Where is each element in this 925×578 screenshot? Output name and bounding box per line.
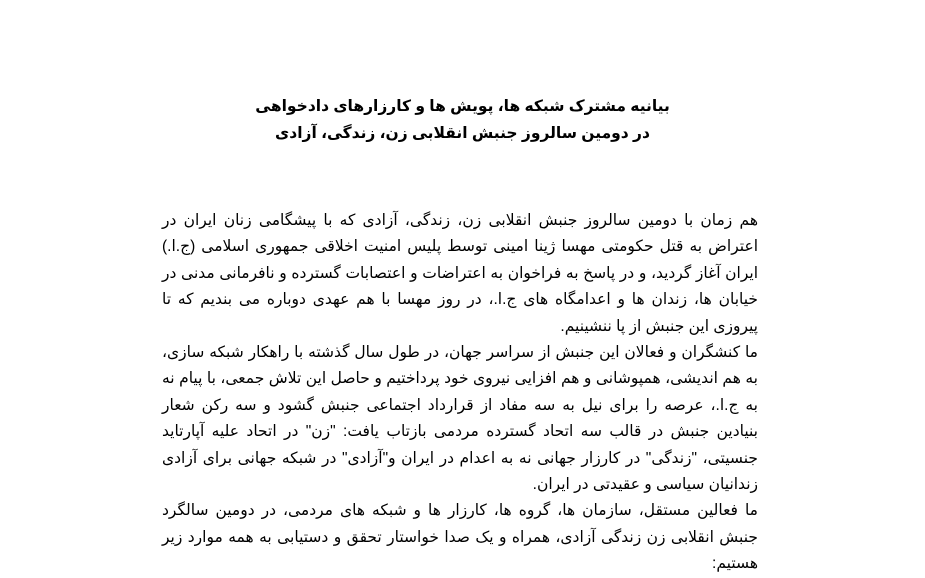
paragraph-2: ما کنشگران و فعالان این جنبش از سراسر جهان، در طول سال گذشته با راهکار شبکه سازی، به هم اندیشی، همپوشانی و هم افزایی نیروی خود پرداختیم و حاصل این تلاش جمعی، با پیام نه به ج.ا.، عرصه را برای نیل به سه مفاد از قرارداد اجتماعی جنبش گشود و سه رکن شعار بنیادین جنبش در قالب سه اتحاد گسترده مردمی بازتاب یافت: "زن" در اتحاد علیه آپارتاید جنسیتی، "زندگی" در کارزار جهانی نه به اعدام در ایران و"آزادی" در شبکه جهانی برای آزادی زندانیان سیاسی و عقیدتی در ایران. [162,344,758,494]
document-body [162,208,758,578]
paragraph-1: هم زمان با دومین سالروز جنبش انقلابی زن، زندگی، آزادی که با پیشگامی زنان ایران در اعتراض به قتل حکومتی مهسا ژینا امینی توسط پلیس امنیت اخلاقی جمهوری اسلامی (ج.ا.) ایران آغاز گردید، و در پاسخ به فراخوان به اعتراضات و اعتصابات گسترده و نافرمانی مدنی در خیابان ها، زندان ها و اعدامگاه های ج.ا.، در روز مهسا با هم عهدی دوباره می بندیم که تا پیروزی این جنبش از پا ننشینیم. [162,212,758,335]
paragraph-3: ما فعالین مستقل، سازمان ها، گروه ها، کارزار ها و شبکه های مردمی، در دومین سالگرد جنبش انقلابی زن زندگی آزادی، همراه و یک صدا خواستار تحقق و دستیابی به همه موارد زیر هستیم: [162,502,758,573]
title-line-1: بیانیه مشترک شبکه ها، پویش ها و کارزارهای دادخواهی [255,98,670,115]
title-line-2: در دومین سالروز جنبش انقلابی زن، زندگی، آزادی [275,125,650,142]
document-title [0,93,925,147]
